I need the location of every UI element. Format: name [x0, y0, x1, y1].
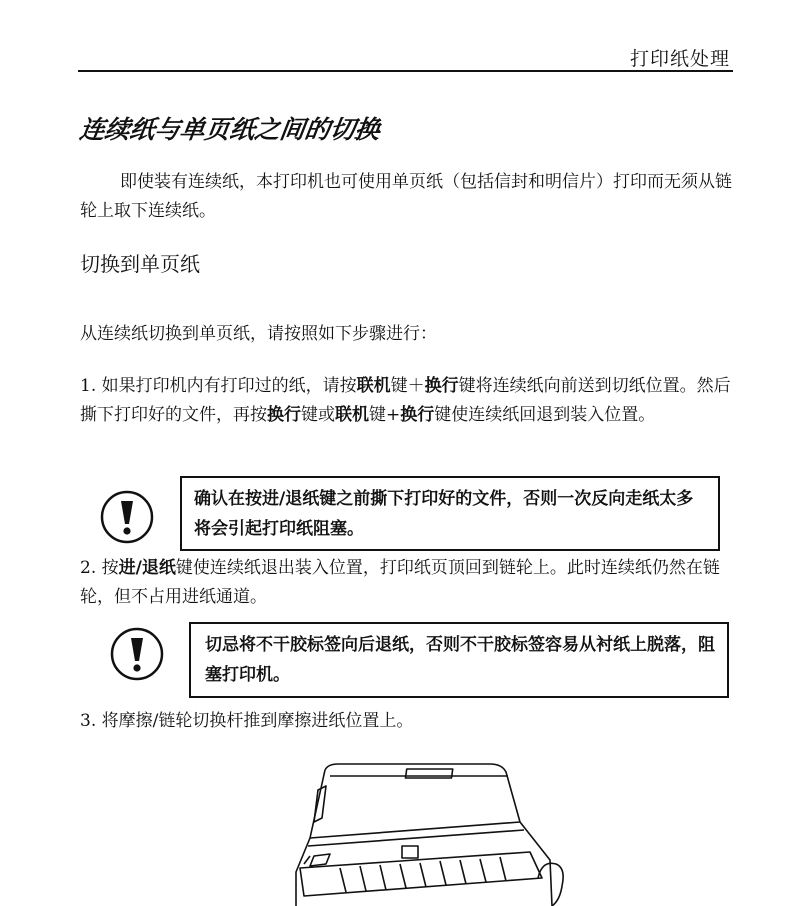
key-online: 联机 — [335, 405, 369, 425]
exclamation-icon — [110, 627, 164, 681]
page-header-title: 打印纸处理 — [629, 48, 730, 70]
step-3: 3. 将摩擦/链轮切换杆推到摩擦进纸位置上。 — [80, 711, 414, 731]
step-1-text-f: 键使连续纸回退到装入位置。 — [434, 405, 656, 425]
section-title: 连续纸与单页纸之间的切换 — [77, 115, 382, 144]
step-1-text-d: 键或 — [301, 405, 335, 425]
step-1 — [80, 372, 732, 430]
header-divider — [78, 70, 733, 72]
subsection-title: 切换到单页纸 — [80, 252, 200, 276]
key-linefeed: 换行 — [267, 405, 301, 425]
step-1-text-a: 1. 如果打印机内有打印过的纸，请按 — [80, 376, 357, 396]
printer-illustration — [280, 760, 580, 906]
key-linefeed: 换行 — [424, 376, 459, 396]
step-1-text-c: 键将连续纸向前送到切纸位置。然后撕下打印好的文件，再按 — [80, 376, 731, 425]
lead-paragraph: 从连续纸切换到单页纸，请按照如下步骤进行： — [80, 324, 437, 344]
exclamation-icon — [100, 490, 154, 544]
warning-box: 确认在按进/退纸键之前撕下打印好的文件，否则一次反向走纸太多将会引起打印纸阻塞。 — [180, 476, 720, 551]
intro-paragraph: 即使装有连续纸，本打印机也可使用单页纸（包括信封和明信片）打印而无须从链轮上取下连续纸。 — [80, 172, 732, 221]
warning-box: 切忌将不干胶标签向后退纸，否则不干胶标签容易从衬纸上脱落，阻塞打印机。 — [189, 622, 729, 698]
step-1-text-e: 键+ — [369, 405, 401, 425]
key-linefeed: 换行 — [400, 405, 435, 425]
step-1-text-b: 键＋ — [390, 376, 425, 396]
key-online: 联机 — [356, 376, 391, 396]
step-2-text-a: 2. 按 — [80, 558, 119, 578]
step-2-text-b: 键使连续纸退出装入位置，打印纸页顶回到链轮上。此时连续纸仍然在链轮，但不占用进纸通道。 — [80, 558, 720, 607]
key-load-eject: 进/退纸 — [118, 558, 176, 578]
step-2 — [80, 554, 732, 612]
